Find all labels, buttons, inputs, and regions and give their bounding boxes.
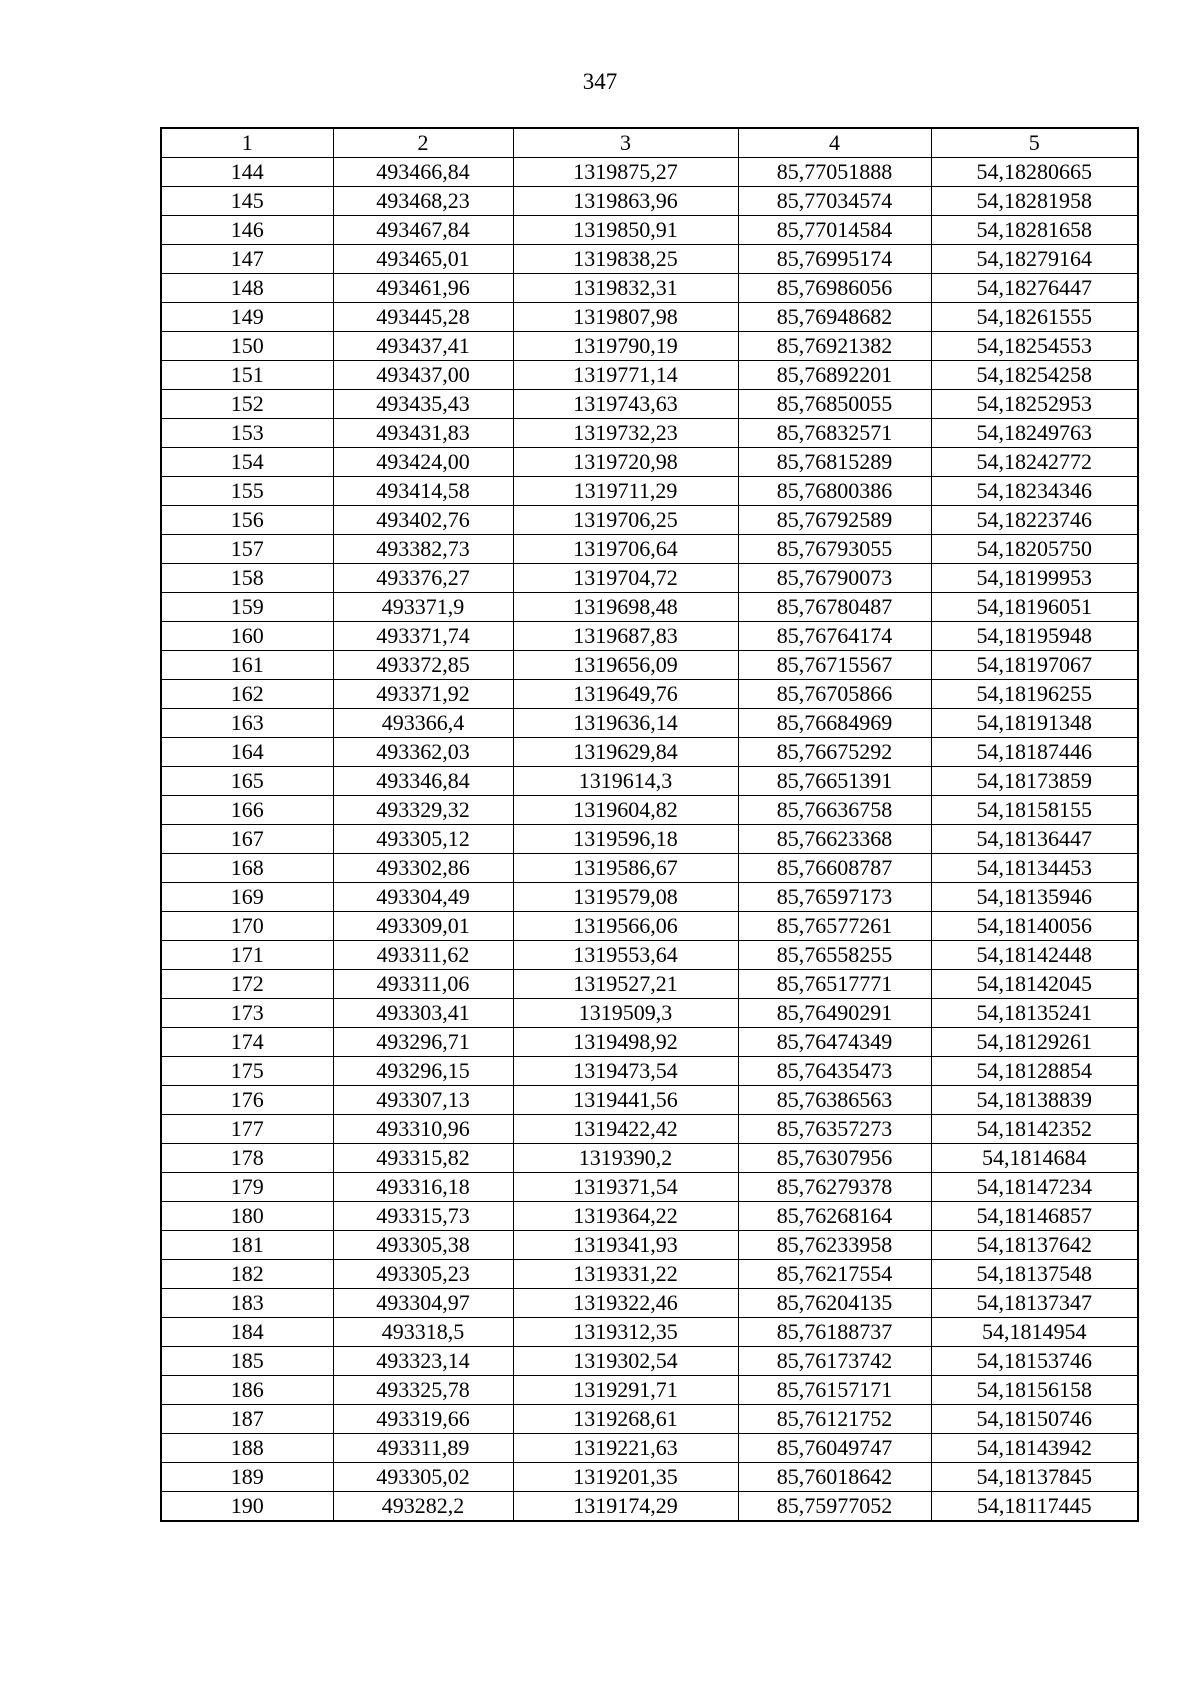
table-cell-col-1: 156 xyxy=(161,506,333,535)
table-cell-col-5: 54,18146857 xyxy=(931,1202,1138,1231)
table-cell-col-3: 1319174,29 xyxy=(513,1492,738,1522)
table-row xyxy=(161,245,1138,274)
table-cell-col-4: 85,76386563 xyxy=(738,1086,931,1115)
table-cell-col-3: 1319850,91 xyxy=(513,216,738,245)
table-row xyxy=(161,564,1138,593)
table-cell-col-5: 54,18196051 xyxy=(931,593,1138,622)
table-cell-col-3: 1319807,98 xyxy=(513,303,738,332)
table-cell-col-5: 54,18173859 xyxy=(931,767,1138,796)
table-cell-col-1: 173 xyxy=(161,999,333,1028)
table-cell-col-4: 85,76684969 xyxy=(738,709,931,738)
table-cell-col-3: 1319732,23 xyxy=(513,419,738,448)
table-cell-col-2: 493431,83 xyxy=(333,419,513,448)
table-cell-col-5: 54,1814954 xyxy=(931,1318,1138,1347)
table-cell-col-1: 168 xyxy=(161,854,333,883)
table-cell-col-2: 493402,76 xyxy=(333,506,513,535)
table-cell-col-2: 493437,41 xyxy=(333,332,513,361)
table-cell-col-5: 54,18134453 xyxy=(931,854,1138,883)
table-cell-col-4: 85,76558255 xyxy=(738,941,931,970)
table-cell-col-3: 1319629,84 xyxy=(513,738,738,767)
table-cell-col-5: 54,18223746 xyxy=(931,506,1138,535)
table-cell-col-5: 54,18205750 xyxy=(931,535,1138,564)
table-cell-col-2: 493296,71 xyxy=(333,1028,513,1057)
table-cell-col-2: 493304,97 xyxy=(333,1289,513,1318)
table-cell-col-4: 85,76307956 xyxy=(738,1144,931,1173)
table-cell-col-1: 178 xyxy=(161,1144,333,1173)
table-row xyxy=(161,680,1138,709)
table-cell-col-2: 493329,32 xyxy=(333,796,513,825)
table-cell-col-2: 493362,03 xyxy=(333,738,513,767)
table-cell-col-3: 1319579,08 xyxy=(513,883,738,912)
table-cell-col-2: 493461,96 xyxy=(333,274,513,303)
table-cell-col-1: 176 xyxy=(161,1086,333,1115)
table-cell-col-1: 147 xyxy=(161,245,333,274)
table-cell-col-5: 54,18147234 xyxy=(931,1173,1138,1202)
table-cell-col-1: 185 xyxy=(161,1347,333,1376)
table-cell-col-1: 170 xyxy=(161,912,333,941)
table-cell-col-3: 1319706,25 xyxy=(513,506,738,535)
table-cell-col-4: 85,76490291 xyxy=(738,999,931,1028)
table-row xyxy=(161,651,1138,680)
table-row xyxy=(161,1289,1138,1318)
table-body xyxy=(161,158,1138,1522)
table-row xyxy=(161,1260,1138,1289)
table-cell-col-1: 186 xyxy=(161,1376,333,1405)
table-cell-col-5: 54,18280665 xyxy=(931,158,1138,187)
table-row xyxy=(161,941,1138,970)
table-cell-col-3: 1319553,64 xyxy=(513,941,738,970)
table-cell-col-3: 1319364,22 xyxy=(513,1202,738,1231)
table-row xyxy=(161,1086,1138,1115)
table-cell-col-4: 85,77051888 xyxy=(738,158,931,187)
table-row xyxy=(161,970,1138,999)
table-row xyxy=(161,622,1138,651)
table-cell-col-2: 493371,74 xyxy=(333,622,513,651)
table-row xyxy=(161,1231,1138,1260)
table-cell-col-4: 85,76986056 xyxy=(738,274,931,303)
table-cell-col-4: 85,76188737 xyxy=(738,1318,931,1347)
table-cell-col-5: 54,18199953 xyxy=(931,564,1138,593)
table-cell-col-5: 54,18261555 xyxy=(931,303,1138,332)
table-row xyxy=(161,303,1138,332)
table-cell-col-5: 54,18242772 xyxy=(931,448,1138,477)
table-row xyxy=(161,1144,1138,1173)
table-cell-col-4: 85,76517771 xyxy=(738,970,931,999)
table-cell-col-1: 145 xyxy=(161,187,333,216)
table-cell-col-2: 493467,84 xyxy=(333,216,513,245)
table-cell-col-1: 172 xyxy=(161,970,333,999)
table-cell-col-5: 54,18234346 xyxy=(931,477,1138,506)
table-cell-col-5: 54,18158155 xyxy=(931,796,1138,825)
table-cell-col-3: 1319322,46 xyxy=(513,1289,738,1318)
table-cell-col-2: 493304,49 xyxy=(333,883,513,912)
table-cell-col-3: 1319711,29 xyxy=(513,477,738,506)
table-cell-col-5: 54,18252953 xyxy=(931,390,1138,419)
table-cell-col-4: 85,76173742 xyxy=(738,1347,931,1376)
table-cell-col-5: 54,18276447 xyxy=(931,274,1138,303)
table-cell-col-3: 1319743,63 xyxy=(513,390,738,419)
table-cell-col-1: 182 xyxy=(161,1260,333,1289)
table-row xyxy=(161,709,1138,738)
table-cell-col-5: 54,18197067 xyxy=(931,651,1138,680)
table-cell-col-3: 1319341,93 xyxy=(513,1231,738,1260)
table-cell-col-5: 54,18281658 xyxy=(931,216,1138,245)
table-cell-col-5: 54,18142448 xyxy=(931,941,1138,970)
table-cell-col-2: 493310,96 xyxy=(333,1115,513,1144)
table-cell-col-4: 85,76892201 xyxy=(738,361,931,390)
table-cell-col-1: 158 xyxy=(161,564,333,593)
table-cell-col-4: 85,76597173 xyxy=(738,883,931,912)
table-cell-col-3: 1319302,54 xyxy=(513,1347,738,1376)
table-cell-col-5: 54,18136447 xyxy=(931,825,1138,854)
table-cell-col-1: 155 xyxy=(161,477,333,506)
table-cell-col-5: 54,18153746 xyxy=(931,1347,1138,1376)
table-cell-col-3: 1319704,72 xyxy=(513,564,738,593)
table-cell-col-2: 493319,66 xyxy=(333,1405,513,1434)
table-cell-col-1: 183 xyxy=(161,1289,333,1318)
table-cell-col-4: 85,77034574 xyxy=(738,187,931,216)
table-cell-col-5: 54,18137642 xyxy=(931,1231,1138,1260)
table-cell-col-2: 493305,02 xyxy=(333,1463,513,1492)
table-cell-col-1: 151 xyxy=(161,361,333,390)
table-row xyxy=(161,477,1138,506)
table-cell-col-3: 1319720,98 xyxy=(513,448,738,477)
table-row xyxy=(161,390,1138,419)
table-cell-col-2: 493318,5 xyxy=(333,1318,513,1347)
table-cell-col-1: 160 xyxy=(161,622,333,651)
table-cell-col-3: 1319604,82 xyxy=(513,796,738,825)
table-cell-col-5: 54,18129261 xyxy=(931,1028,1138,1057)
table-cell-col-2: 493315,73 xyxy=(333,1202,513,1231)
table-cell-col-4: 85,76279378 xyxy=(738,1173,931,1202)
table-cell-col-3: 1319509,3 xyxy=(513,999,738,1028)
table-cell-col-2: 493309,01 xyxy=(333,912,513,941)
table-cell-col-2: 493307,13 xyxy=(333,1086,513,1115)
table-cell-col-4: 85,76705866 xyxy=(738,680,931,709)
table-cell-col-4: 85,76850055 xyxy=(738,390,931,419)
table-row xyxy=(161,1057,1138,1086)
table-cell-col-3: 1319312,35 xyxy=(513,1318,738,1347)
table-cell-col-2: 493346,84 xyxy=(333,767,513,796)
table-row xyxy=(161,1347,1138,1376)
table-cell-col-4: 85,76157171 xyxy=(738,1376,931,1405)
table-cell-col-2: 493302,86 xyxy=(333,854,513,883)
table-row xyxy=(161,854,1138,883)
table-cell-col-1: 153 xyxy=(161,419,333,448)
table-cell-col-3: 1319698,48 xyxy=(513,593,738,622)
table-row xyxy=(161,187,1138,216)
table-cell-col-1: 148 xyxy=(161,274,333,303)
table-cell-col-1: 171 xyxy=(161,941,333,970)
table-cell-col-4: 85,76790073 xyxy=(738,564,931,593)
table-cell-col-4: 85,76608787 xyxy=(738,854,931,883)
table-cell-col-4: 85,76474349 xyxy=(738,1028,931,1057)
table-cell-col-2: 493325,78 xyxy=(333,1376,513,1405)
table-cell-col-1: 146 xyxy=(161,216,333,245)
table-cell-col-5: 54,18137347 xyxy=(931,1289,1138,1318)
table-cell-col-4: 85,76435473 xyxy=(738,1057,931,1086)
table-cell-col-2: 493382,73 xyxy=(333,535,513,564)
table-cell-col-1: 175 xyxy=(161,1057,333,1086)
table-cell-col-5: 54,1814684 xyxy=(931,1144,1138,1173)
table-cell-col-4: 85,76995174 xyxy=(738,245,931,274)
table-cell-col-5: 54,18135946 xyxy=(931,883,1138,912)
table-cell-col-1: 169 xyxy=(161,883,333,912)
table-header xyxy=(161,128,1138,158)
table-cell-col-3: 1319586,67 xyxy=(513,854,738,883)
table-row xyxy=(161,332,1138,361)
table-cell-col-2: 493282,2 xyxy=(333,1492,513,1522)
table-cell-col-4: 85,76675292 xyxy=(738,738,931,767)
table-cell-col-5: 54,18138839 xyxy=(931,1086,1138,1115)
table-cell-col-4: 85,76233958 xyxy=(738,1231,931,1260)
table-cell-col-2: 493465,01 xyxy=(333,245,513,274)
table-row xyxy=(161,1405,1138,1434)
table-row xyxy=(161,883,1138,912)
table-cell-col-2: 493371,92 xyxy=(333,680,513,709)
table-cell-col-4: 85,76217554 xyxy=(738,1260,931,1289)
column-header-4: 4 xyxy=(738,128,931,158)
table-cell-col-3: 1319291,71 xyxy=(513,1376,738,1405)
table-cell-col-4: 85,76623368 xyxy=(738,825,931,854)
table-row xyxy=(161,796,1138,825)
table-cell-col-3: 1319498,92 xyxy=(513,1028,738,1057)
table-cell-col-4: 85,77014584 xyxy=(738,216,931,245)
table-cell-col-2: 493311,62 xyxy=(333,941,513,970)
table-cell-col-1: 149 xyxy=(161,303,333,332)
table-cell-col-1: 161 xyxy=(161,651,333,680)
table-cell-col-1: 190 xyxy=(161,1492,333,1522)
table-cell-col-3: 1319706,64 xyxy=(513,535,738,564)
table-cell-col-1: 159 xyxy=(161,593,333,622)
table-cell-col-1: 174 xyxy=(161,1028,333,1057)
table-cell-col-4: 85,76121752 xyxy=(738,1405,931,1434)
table-cell-col-3: 1319268,61 xyxy=(513,1405,738,1434)
table-cell-col-5: 54,18137845 xyxy=(931,1463,1138,1492)
table-cell-col-3: 1319201,35 xyxy=(513,1463,738,1492)
table-cell-col-2: 493316,18 xyxy=(333,1173,513,1202)
table-cell-col-1: 157 xyxy=(161,535,333,564)
table-cell-col-2: 493445,28 xyxy=(333,303,513,332)
header-row xyxy=(161,128,1138,158)
table-row xyxy=(161,1202,1138,1231)
table-cell-col-5: 54,18135241 xyxy=(931,999,1138,1028)
table-row xyxy=(161,1492,1138,1522)
table-cell-col-3: 1319790,19 xyxy=(513,332,738,361)
coordinates-table xyxy=(160,127,1139,1522)
table-row xyxy=(161,1028,1138,1057)
table-cell-col-4: 85,76921382 xyxy=(738,332,931,361)
table-cell-col-5: 54,18187446 xyxy=(931,738,1138,767)
table-cell-col-3: 1319566,06 xyxy=(513,912,738,941)
table-cell-col-5: 54,18117445 xyxy=(931,1492,1138,1522)
table-cell-col-3: 1319838,25 xyxy=(513,245,738,274)
table-cell-col-4: 85,76204135 xyxy=(738,1289,931,1318)
table-cell-col-2: 493311,89 xyxy=(333,1434,513,1463)
table-row xyxy=(161,912,1138,941)
table-cell-col-3: 1319863,96 xyxy=(513,187,738,216)
table-cell-col-4: 85,76792589 xyxy=(738,506,931,535)
table-cell-col-4: 85,76357273 xyxy=(738,1115,931,1144)
table-cell-col-3: 1319422,42 xyxy=(513,1115,738,1144)
table-cell-col-3: 1319636,14 xyxy=(513,709,738,738)
table-cell-col-5: 54,18281958 xyxy=(931,187,1138,216)
page-number: 347 xyxy=(582,69,618,94)
table-cell-col-4: 85,76636758 xyxy=(738,796,931,825)
table-cell-col-5: 54,18254553 xyxy=(931,332,1138,361)
table-cell-col-1: 187 xyxy=(161,1405,333,1434)
table-row xyxy=(161,1173,1138,1202)
table-row xyxy=(161,1318,1138,1347)
table-cell-col-1: 163 xyxy=(161,709,333,738)
table-row xyxy=(161,825,1138,854)
table-cell-col-2: 493311,06 xyxy=(333,970,513,999)
column-header-1: 1 xyxy=(161,128,333,158)
table-cell-col-4: 85,76832571 xyxy=(738,419,931,448)
column-header-2: 2 xyxy=(333,128,513,158)
table-cell-col-2: 493315,82 xyxy=(333,1144,513,1173)
table-cell-col-1: 179 xyxy=(161,1173,333,1202)
table-cell-col-3: 1319473,54 xyxy=(513,1057,738,1086)
table-row xyxy=(161,216,1138,245)
table-cell-col-2: 493305,12 xyxy=(333,825,513,854)
table-cell-col-3: 1319656,09 xyxy=(513,651,738,680)
table-cell-col-1: 180 xyxy=(161,1202,333,1231)
table-cell-col-3: 1319527,21 xyxy=(513,970,738,999)
table-row xyxy=(161,593,1138,622)
table-cell-col-3: 1319596,18 xyxy=(513,825,738,854)
table-cell-col-4: 85,76800386 xyxy=(738,477,931,506)
table-cell-col-1: 144 xyxy=(161,158,333,187)
table-cell-col-1: 162 xyxy=(161,680,333,709)
table-cell-col-1: 164 xyxy=(161,738,333,767)
table-cell-col-4: 85,76715567 xyxy=(738,651,931,680)
table-cell-col-3: 1319371,54 xyxy=(513,1173,738,1202)
table-row xyxy=(161,535,1138,564)
table-cell-col-2: 493437,00 xyxy=(333,361,513,390)
table-cell-col-5: 54,18140056 xyxy=(931,912,1138,941)
table-cell-col-4: 85,76018642 xyxy=(738,1463,931,1492)
table-cell-col-2: 493376,27 xyxy=(333,564,513,593)
table-cell-col-3: 1319441,56 xyxy=(513,1086,738,1115)
table-cell-col-2: 493372,85 xyxy=(333,651,513,680)
table-cell-col-2: 493414,58 xyxy=(333,477,513,506)
table-cell-col-2: 493435,43 xyxy=(333,390,513,419)
table-cell-col-4: 85,76049747 xyxy=(738,1434,931,1463)
table-cell-col-2: 493296,15 xyxy=(333,1057,513,1086)
table-cell-col-4: 85,76577261 xyxy=(738,912,931,941)
table-row xyxy=(161,999,1138,1028)
table-cell-col-3: 1319331,22 xyxy=(513,1260,738,1289)
table-cell-col-2: 493305,23 xyxy=(333,1260,513,1289)
table-row xyxy=(161,448,1138,477)
table-row xyxy=(161,274,1138,303)
table-row xyxy=(161,767,1138,796)
table-cell-col-1: 166 xyxy=(161,796,333,825)
table-cell-col-2: 493303,41 xyxy=(333,999,513,1028)
table-cell-col-5: 54,18156158 xyxy=(931,1376,1138,1405)
table-cell-col-2: 493366,4 xyxy=(333,709,513,738)
table-cell-col-2: 493466,84 xyxy=(333,158,513,187)
table-cell-col-1: 152 xyxy=(161,390,333,419)
table-cell-col-2: 493323,14 xyxy=(333,1347,513,1376)
table-row xyxy=(161,1434,1138,1463)
table-cell-col-4: 85,76651391 xyxy=(738,767,931,796)
column-header-5: 5 xyxy=(931,128,1138,158)
table-row xyxy=(161,158,1138,187)
table-cell-col-3: 1319687,83 xyxy=(513,622,738,651)
table-cell-col-5: 54,18196255 xyxy=(931,680,1138,709)
table-row xyxy=(161,1376,1138,1405)
table-cell-col-3: 1319771,14 xyxy=(513,361,738,390)
table-cell-col-1: 188 xyxy=(161,1434,333,1463)
table-row xyxy=(161,361,1138,390)
table-cell-col-4: 85,76764174 xyxy=(738,622,931,651)
table-cell-col-1: 189 xyxy=(161,1463,333,1492)
table-cell-col-3: 1319221,63 xyxy=(513,1434,738,1463)
table-row xyxy=(161,1115,1138,1144)
table-cell-col-5: 54,18128854 xyxy=(931,1057,1138,1086)
table-cell-col-5: 54,18137548 xyxy=(931,1260,1138,1289)
table-cell-col-1: 150 xyxy=(161,332,333,361)
table-cell-col-4: 85,76268164 xyxy=(738,1202,931,1231)
table-cell-col-5: 54,18142352 xyxy=(931,1115,1138,1144)
table-row xyxy=(161,738,1138,767)
table-row xyxy=(161,1463,1138,1492)
table-cell-col-5: 54,18191348 xyxy=(931,709,1138,738)
table-cell-col-1: 181 xyxy=(161,1231,333,1260)
table-cell-col-5: 54,18142045 xyxy=(931,970,1138,999)
table-cell-col-1: 184 xyxy=(161,1318,333,1347)
table-cell-col-5: 54,18143942 xyxy=(931,1434,1138,1463)
column-header-3: 3 xyxy=(513,128,738,158)
table-cell-col-5: 54,18279164 xyxy=(931,245,1138,274)
table-cell-col-5: 54,18195948 xyxy=(931,622,1138,651)
table-cell-col-1: 165 xyxy=(161,767,333,796)
table-cell-col-3: 1319832,31 xyxy=(513,274,738,303)
table-cell-col-2: 493371,9 xyxy=(333,593,513,622)
table-cell-col-5: 54,18150746 xyxy=(931,1405,1138,1434)
table-row xyxy=(161,506,1138,535)
table-cell-col-2: 493305,38 xyxy=(333,1231,513,1260)
table-cell-col-4: 85,76815289 xyxy=(738,448,931,477)
table-cell-col-3: 1319614,3 xyxy=(513,767,738,796)
table-cell-col-1: 167 xyxy=(161,825,333,854)
table-cell-col-5: 54,18249763 xyxy=(931,419,1138,448)
table-cell-col-3: 1319390,2 xyxy=(513,1144,738,1173)
table-cell-col-1: 154 xyxy=(161,448,333,477)
table-cell-col-3: 1319875,27 xyxy=(513,158,738,187)
table-cell-col-2: 493468,23 xyxy=(333,187,513,216)
table-row xyxy=(161,419,1138,448)
table-cell-col-1: 177 xyxy=(161,1115,333,1144)
table-cell-col-2: 493424,00 xyxy=(333,448,513,477)
table-cell-col-4: 85,76948682 xyxy=(738,303,931,332)
table-cell-col-4: 85,76780487 xyxy=(738,593,931,622)
table-cell-col-4: 85,75977052 xyxy=(738,1492,931,1522)
table-cell-col-5: 54,18254258 xyxy=(931,361,1138,390)
table-cell-col-3: 1319649,76 xyxy=(513,680,738,709)
table-cell-col-4: 85,76793055 xyxy=(738,535,931,564)
